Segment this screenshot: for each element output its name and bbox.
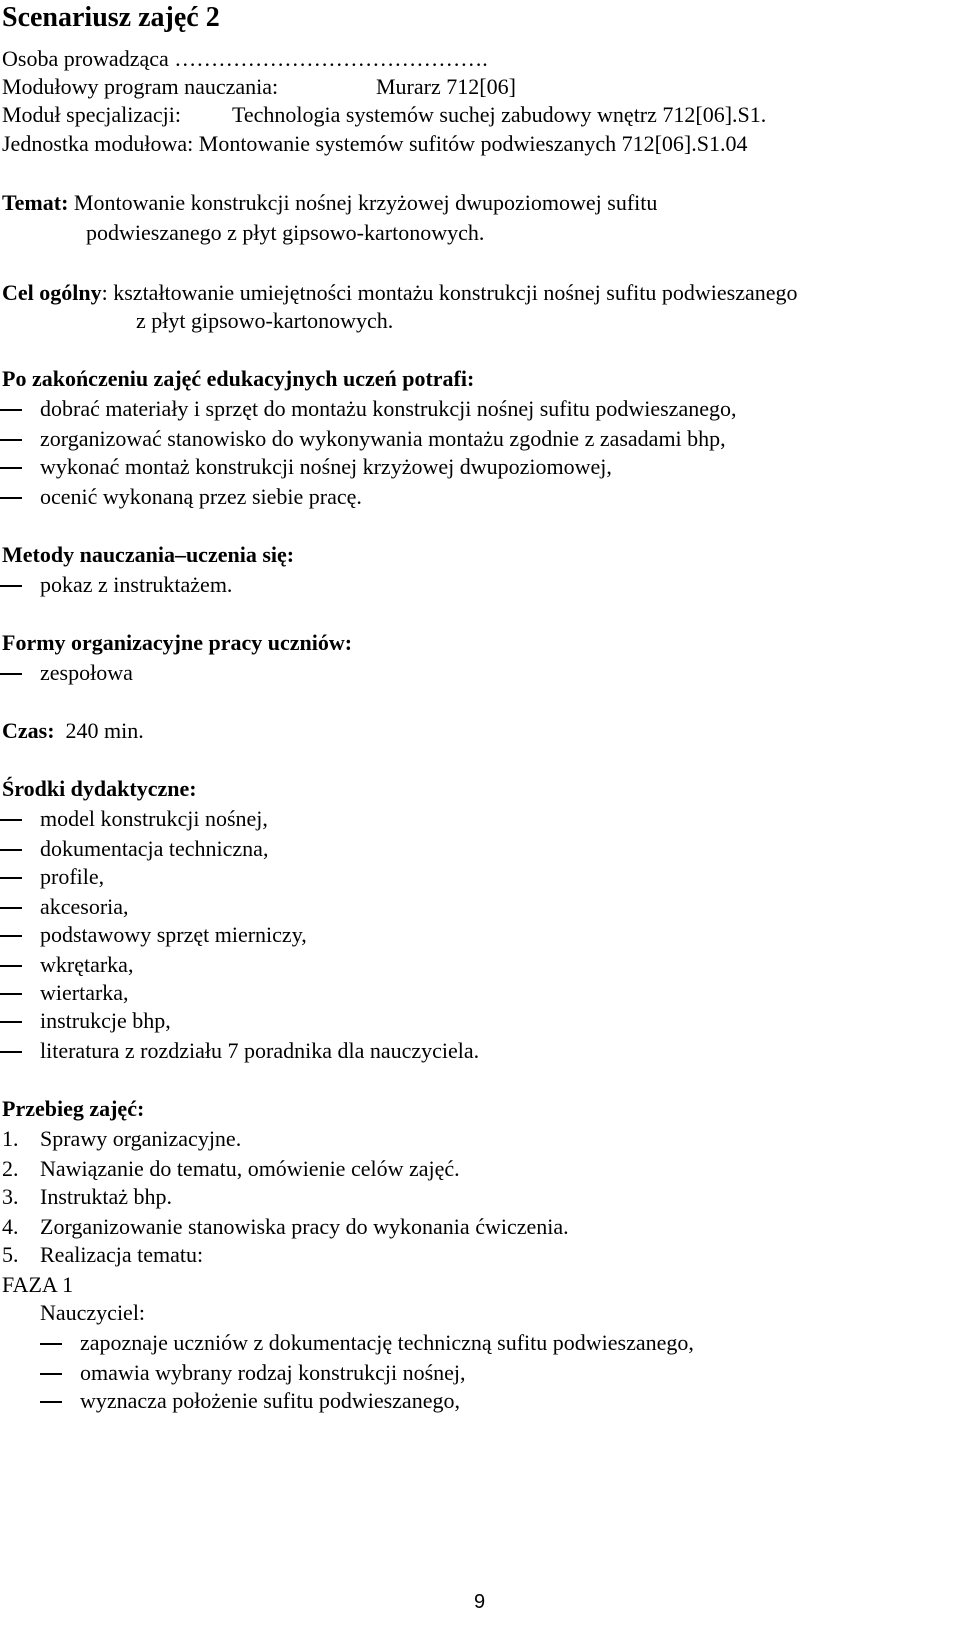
list-item-text: pokaz z instruktażem.	[40, 572, 233, 597]
dash-bullet	[0, 585, 22, 587]
list-item-text: podstawowy sprzęt mierniczy,	[40, 922, 307, 947]
dash-bullet	[0, 409, 22, 411]
metody-heading: Metody nauczania–uczenia się:	[2, 542, 295, 567]
srodki-heading: Środki dydaktyczne:	[2, 776, 197, 801]
list-item-text: literatura z rozdziału 7 poradnika dla nauczyciela.	[40, 1038, 480, 1063]
step-number: 2.	[2, 1156, 19, 1181]
list-item-text: wiertarka,	[40, 980, 129, 1005]
list-item-text: wkrętarka,	[40, 952, 134, 977]
po-zakonczeniu-heading: Po zakończeniu zajęć edukacyjnych uczeń potrafi:	[2, 366, 475, 391]
list-item-text: zespołowa	[40, 660, 133, 685]
dash-bullet	[0, 965, 22, 967]
step-text: Sprawy organizacyjne.	[40, 1126, 242, 1151]
dash-bullet	[0, 497, 22, 499]
list-item-text: ocenić wykonaną przez siebie pracę.	[40, 484, 362, 509]
cel-text-line2: z płyt gipsowo-kartonowych.	[136, 308, 394, 333]
faza-label: FAZA 1	[2, 1272, 74, 1297]
list-item-text: dokumentacja techniczna,	[40, 836, 269, 861]
przebieg-heading: Przebieg zajęć:	[2, 1096, 145, 1121]
step-number: 4.	[2, 1214, 19, 1239]
temat-text-line2: podwieszanego z płyt gipsowo-kartonowych.	[86, 220, 485, 245]
program-label: Modułowy program nauczania:	[2, 74, 279, 99]
dash-bullet	[0, 1021, 22, 1023]
dash-bullet	[0, 1051, 22, 1053]
list-item-text: dobrać materiały i sprzęt do montażu konstrukcji nośnej sufitu podwieszanego,	[40, 396, 737, 421]
modul-value: Technologia systemów suchej zabudowy wnętrz 712[06].S1.	[232, 102, 767, 127]
cel-line1	[2, 282, 798, 304]
step-number: 3.	[2, 1184, 19, 1209]
step-text: Nawiązanie do tematu, omówienie celów zajęć.	[40, 1156, 460, 1181]
step-number: 5.	[2, 1242, 19, 1267]
dash-bullet	[40, 1373, 62, 1375]
czas-value: 240 min.	[65, 718, 144, 743]
dash-bullet	[0, 935, 22, 937]
step-number: 1.	[2, 1126, 19, 1151]
temat-label: Temat:	[2, 190, 69, 215]
step-text: Zorganizowanie stanowiska pracy do wykonania ćwiczenia.	[40, 1214, 569, 1239]
cel-text-line1: : kształtowanie umiejętności montażu konstrukcji nośnej sufitu podwieszanego	[101, 280, 798, 305]
dash-bullet	[0, 849, 22, 851]
dash-bullet	[40, 1401, 62, 1403]
osoba-prowadzaca: Osoba prowadząca …………………………………….	[2, 46, 488, 71]
dash-bullet	[0, 819, 22, 821]
step-text: Realizacja tematu:	[40, 1242, 204, 1267]
dash-bullet	[40, 1343, 62, 1345]
jednostka-modulowa: Jednostka modułowa: Montowanie systemów sufitów podwieszanych 712[06].S1.04	[2, 131, 748, 156]
list-item-text: akcesoria,	[40, 894, 129, 919]
dash-bullet	[0, 673, 22, 675]
list-item-text: zorganizować stanowisko do wykonywania montażu zgodnie z zasadami bhp,	[40, 426, 726, 451]
dash-bullet	[0, 439, 22, 441]
temat-line1	[2, 192, 657, 214]
nauczyciel-label: Nauczyciel:	[40, 1300, 146, 1325]
czas-label: Czas:	[2, 718, 55, 743]
list-item-text: model konstrukcji nośnej,	[40, 806, 268, 831]
dash-bullet	[0, 993, 22, 995]
dash-bullet	[0, 467, 22, 469]
czas-line	[2, 720, 144, 742]
list-item-text: zapoznaje uczniów z dokumentację techniczną sufitu podwieszanego,	[80, 1330, 694, 1355]
program-value: Murarz 712[06]	[376, 74, 516, 99]
formy-heading: Formy organizacyjne pracy uczniów:	[2, 630, 353, 655]
temat-text-line1: Montowanie konstrukcji nośnej krzyżowej dwupoziomowej sufitu	[73, 190, 658, 215]
modul-label: Moduł specjalizacji:	[2, 102, 181, 127]
page-title: Scenariusz zajęć 2	[2, 2, 220, 33]
list-item-text: wykonać montaż konstrukcji nośnej krzyżowej dwupoziomowej,	[40, 454, 612, 479]
cel-label: Cel ogólny	[2, 280, 102, 305]
list-item-text: instrukcje bhp,	[40, 1008, 171, 1033]
list-item-text: profile,	[40, 864, 105, 889]
page-number: 9	[474, 1591, 486, 1613]
list-item-text: omawia wybrany rodzaj konstrukcji nośnej,	[80, 1360, 466, 1385]
step-text: Instruktaż bhp.	[40, 1184, 172, 1209]
dash-bullet	[0, 907, 22, 909]
list-item-text: wyznacza położenie sufitu podwieszanego,	[80, 1388, 460, 1413]
dash-bullet	[0, 877, 22, 879]
